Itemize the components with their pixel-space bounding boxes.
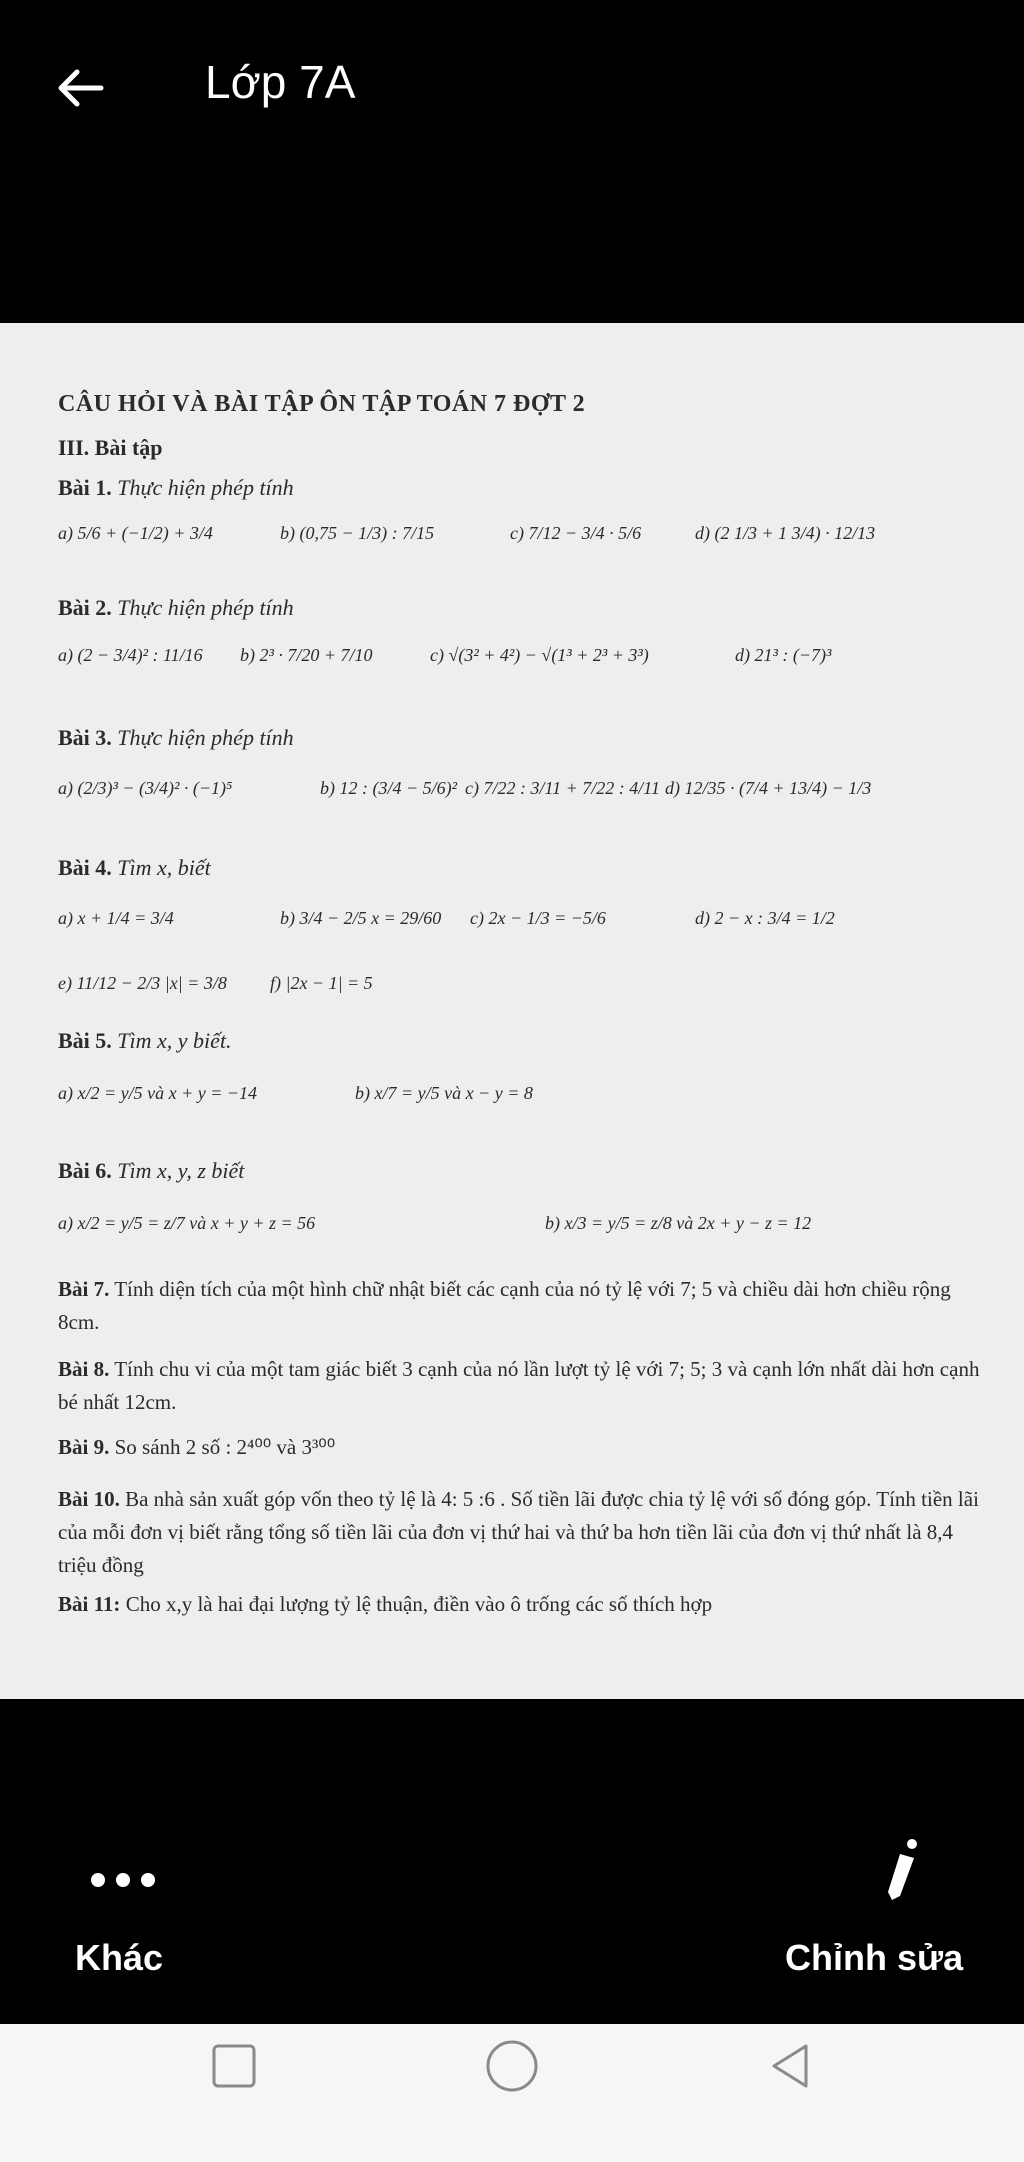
- expression: b) 3/4 − 2/5 x = 29/60: [280, 908, 442, 928]
- triangle-back-icon[interactable]: [762, 2038, 818, 2094]
- exercise-text: Tìm x, biết: [117, 855, 211, 880]
- document-photo: [0, 323, 1024, 1699]
- exercise-label: Bài 11:: [58, 1592, 121, 1616]
- exercise-text: Ba nhà sản xuất góp vốn theo tỷ lệ là 4: 5 :6 . Số tiền lãi được chia tỷ lệ với số đóng góp. Tính tiền lãi của mỗi đơn vị biết rằng tổng số tiền lãi của đơn vị thứ hai và thứ ba hơn tiền lãi của đơn vị thứ nhất là 8,4 triệu đồng: [58, 1487, 979, 1577]
- exercise-text: Tính diện tích của một hình chữ nhật biết các cạnh của nó tỷ lệ với 7; 5 và chiều dài hơn chiều rộng 8cm.: [58, 1277, 951, 1334]
- exercise-text: So sánh 2 số : 2⁴⁰⁰ và 3³⁰⁰: [114, 1435, 336, 1459]
- exercise-label: Bài 7.: [58, 1277, 110, 1301]
- expression: b) x/3 = y/5 = z/8 và 2x + y − z = 12: [545, 1213, 812, 1233]
- app-bar: [0, 0, 1024, 200]
- exercise-text: Thực hiện phép tính: [117, 595, 294, 620]
- exercise-7: [58, 1273, 988, 1339]
- exercise-label: Bài 4.: [58, 855, 112, 880]
- exercise-text: Thực hiện phép tính: [117, 475, 294, 500]
- expression: e) 11/12 − 2/3 |x| = 3/8: [58, 973, 227, 993]
- exercise-6-title: [58, 1158, 244, 1184]
- expression: a) x/2 = y/5 và x + y = −14: [58, 1083, 258, 1103]
- more-dots-icon[interactable]: [88, 1855, 158, 1900]
- exercise-text: Thực hiện phép tính: [117, 725, 294, 750]
- square-icon[interactable]: [206, 2038, 262, 2094]
- expression: a) (2/3)³ − (3/4)² · (−1)⁵: [58, 778, 233, 798]
- expression: c) 7/12 − 3/4 · 5/6: [510, 523, 642, 543]
- more-button[interactable]: Khác: [75, 1937, 164, 1978]
- pen-icon[interactable]: [880, 1838, 920, 1902]
- expression: d) 2 − x : 3/4 = 1/2: [695, 908, 835, 928]
- document-heading: CÂU HỎI VÀ BÀI TẬP ÔN TẬP TOÁN 7 ĐỢT 2: [58, 391, 586, 417]
- exercise-text: Tìm x, y, z biết: [117, 1158, 245, 1183]
- page-title: Lớp 7A: [205, 56, 356, 108]
- exercise-4-title: [58, 855, 211, 881]
- section-title: III. Bài tập: [58, 435, 163, 460]
- expression: b) (0,75 − 1/3) : 7/15: [280, 523, 435, 543]
- exercise-text: Cho x,y là hai đại lượng tỷ lệ thuận, điền vào ô trống các số thích hợp: [125, 1592, 713, 1616]
- expression: d) 12/35 · (7/4 + 13/4) − 1/3: [665, 778, 872, 798]
- expression: b) x/7 = y/5 và x − y = 8: [355, 1083, 533, 1103]
- edit-button[interactable]: Chỉnh sửa: [785, 1937, 964, 1978]
- exercise-text: Tính chu vi của một tam giác biết 3 cạnh của nó lần lượt tỷ lệ với 7; 5; 3 và cạnh lớn nhất dài hơn cạnh bé nhất 12cm.: [58, 1357, 980, 1414]
- expression: b) 12 : (3/4 − 5/6)²: [320, 778, 458, 798]
- exercise-label: Bài 3.: [58, 725, 112, 750]
- exercise-3-title: [58, 725, 294, 751]
- exercise-9: [58, 1431, 988, 1464]
- expression: a) 5/6 + (−1/2) + 3/4: [58, 523, 213, 543]
- expression: a) x + 1/4 = 3/4: [58, 908, 174, 928]
- expression: c) 2x − 1/3 = −5/6: [470, 908, 606, 928]
- expression: b) 2³ · 7/20 + 7/10: [240, 645, 373, 665]
- expression: d) (2 1/3 + 1 3/4) · 12/13: [695, 523, 876, 543]
- exercise-1-title: [58, 475, 294, 501]
- expression: a) x/2 = y/5 = z/7 và x + y + z = 56: [58, 1213, 316, 1233]
- exercise-5-title: [58, 1028, 232, 1054]
- exercise-label: Bài 8.: [58, 1357, 110, 1381]
- expression: c) √(3² + 4²) − √(1³ + 2³ + 3³): [430, 645, 649, 665]
- expression: f) |2x − 1| = 5: [270, 973, 373, 993]
- exercise-label: Bài 10.: [58, 1487, 120, 1511]
- exercise-2-title: [58, 595, 294, 621]
- arrow-left-icon[interactable]: [50, 58, 110, 118]
- exercise-10: [58, 1483, 988, 1582]
- exercise-8: [58, 1353, 988, 1419]
- exercise-text: Tìm x, y biết.: [117, 1028, 232, 1053]
- exercise-label: Bài 1.: [58, 475, 112, 500]
- expression: a) (2 − 3/4)² : 11/16: [58, 645, 203, 665]
- expression: d) 21³ : (−7)³: [735, 645, 832, 665]
- exercise-label: Bài 9.: [58, 1435, 110, 1459]
- expression: c) 7/22 : 3/11 + 7/22 : 4/11: [465, 778, 660, 798]
- exercise-11: [58, 1588, 988, 1621]
- exercise-label: Bài 2.: [58, 595, 112, 620]
- exercise-label: Bài 5.: [58, 1028, 112, 1053]
- circle-icon[interactable]: [484, 2038, 540, 2094]
- exercise-label: Bài 6.: [58, 1158, 112, 1183]
